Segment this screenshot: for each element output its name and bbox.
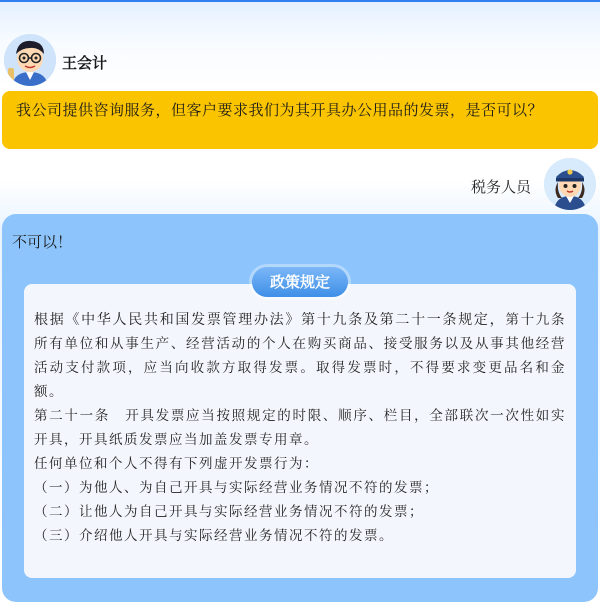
- accountant-avatar-icon: [4, 34, 56, 86]
- question-text: 我公司提供咨询服务，但客户要求我们为其开具办公用品的发票，是否可以？: [16, 101, 544, 119]
- tax-officer-avatar-icon: [544, 158, 596, 210]
- forbidden-intro: 任何单位和个人不得有下列虚开发票行为：: [34, 456, 319, 472]
- article-19: 第十九条 所有单位和从事生产、经营活动的个人在购买商品、接受服务以及从事其他经营活动支付款项，应当向收款方取得发票。取得发票时，不得要求变更品名和金额。: [34, 312, 582, 400]
- forbidden-item: （三）介绍他人开具与实际经营业务情况不符的发票。: [34, 528, 394, 544]
- officer-name: 税务人员: [471, 178, 532, 196]
- forbidden-item: （一）为他人、为自己开具与实际经营业务情况不符的发票；: [34, 480, 439, 496]
- policy-body: [34, 308, 582, 404]
- top-accent-line: [0, 0, 600, 2]
- policy-card: [24, 284, 582, 578]
- policy-tag: 政策规定: [252, 267, 348, 297]
- answer-short-text: 不可以！: [12, 233, 73, 251]
- user-name: 王会计: [62, 54, 108, 72]
- article-21: 第二十一条 开具发票应当按照规定的时限、顺序、栏目，全部联次一次性如实开具，开具纸质发票应当加盖发票专用章。: [34, 408, 566, 448]
- question-bubble: [2, 91, 598, 149]
- policy-intro: 根据《中华人民共和国发票管理办法》第十九条及第二十一条规定，: [34, 312, 506, 328]
- forbidden-item: （二）让他人为自己开具与实际经营业务情况不符的发票；: [34, 504, 424, 520]
